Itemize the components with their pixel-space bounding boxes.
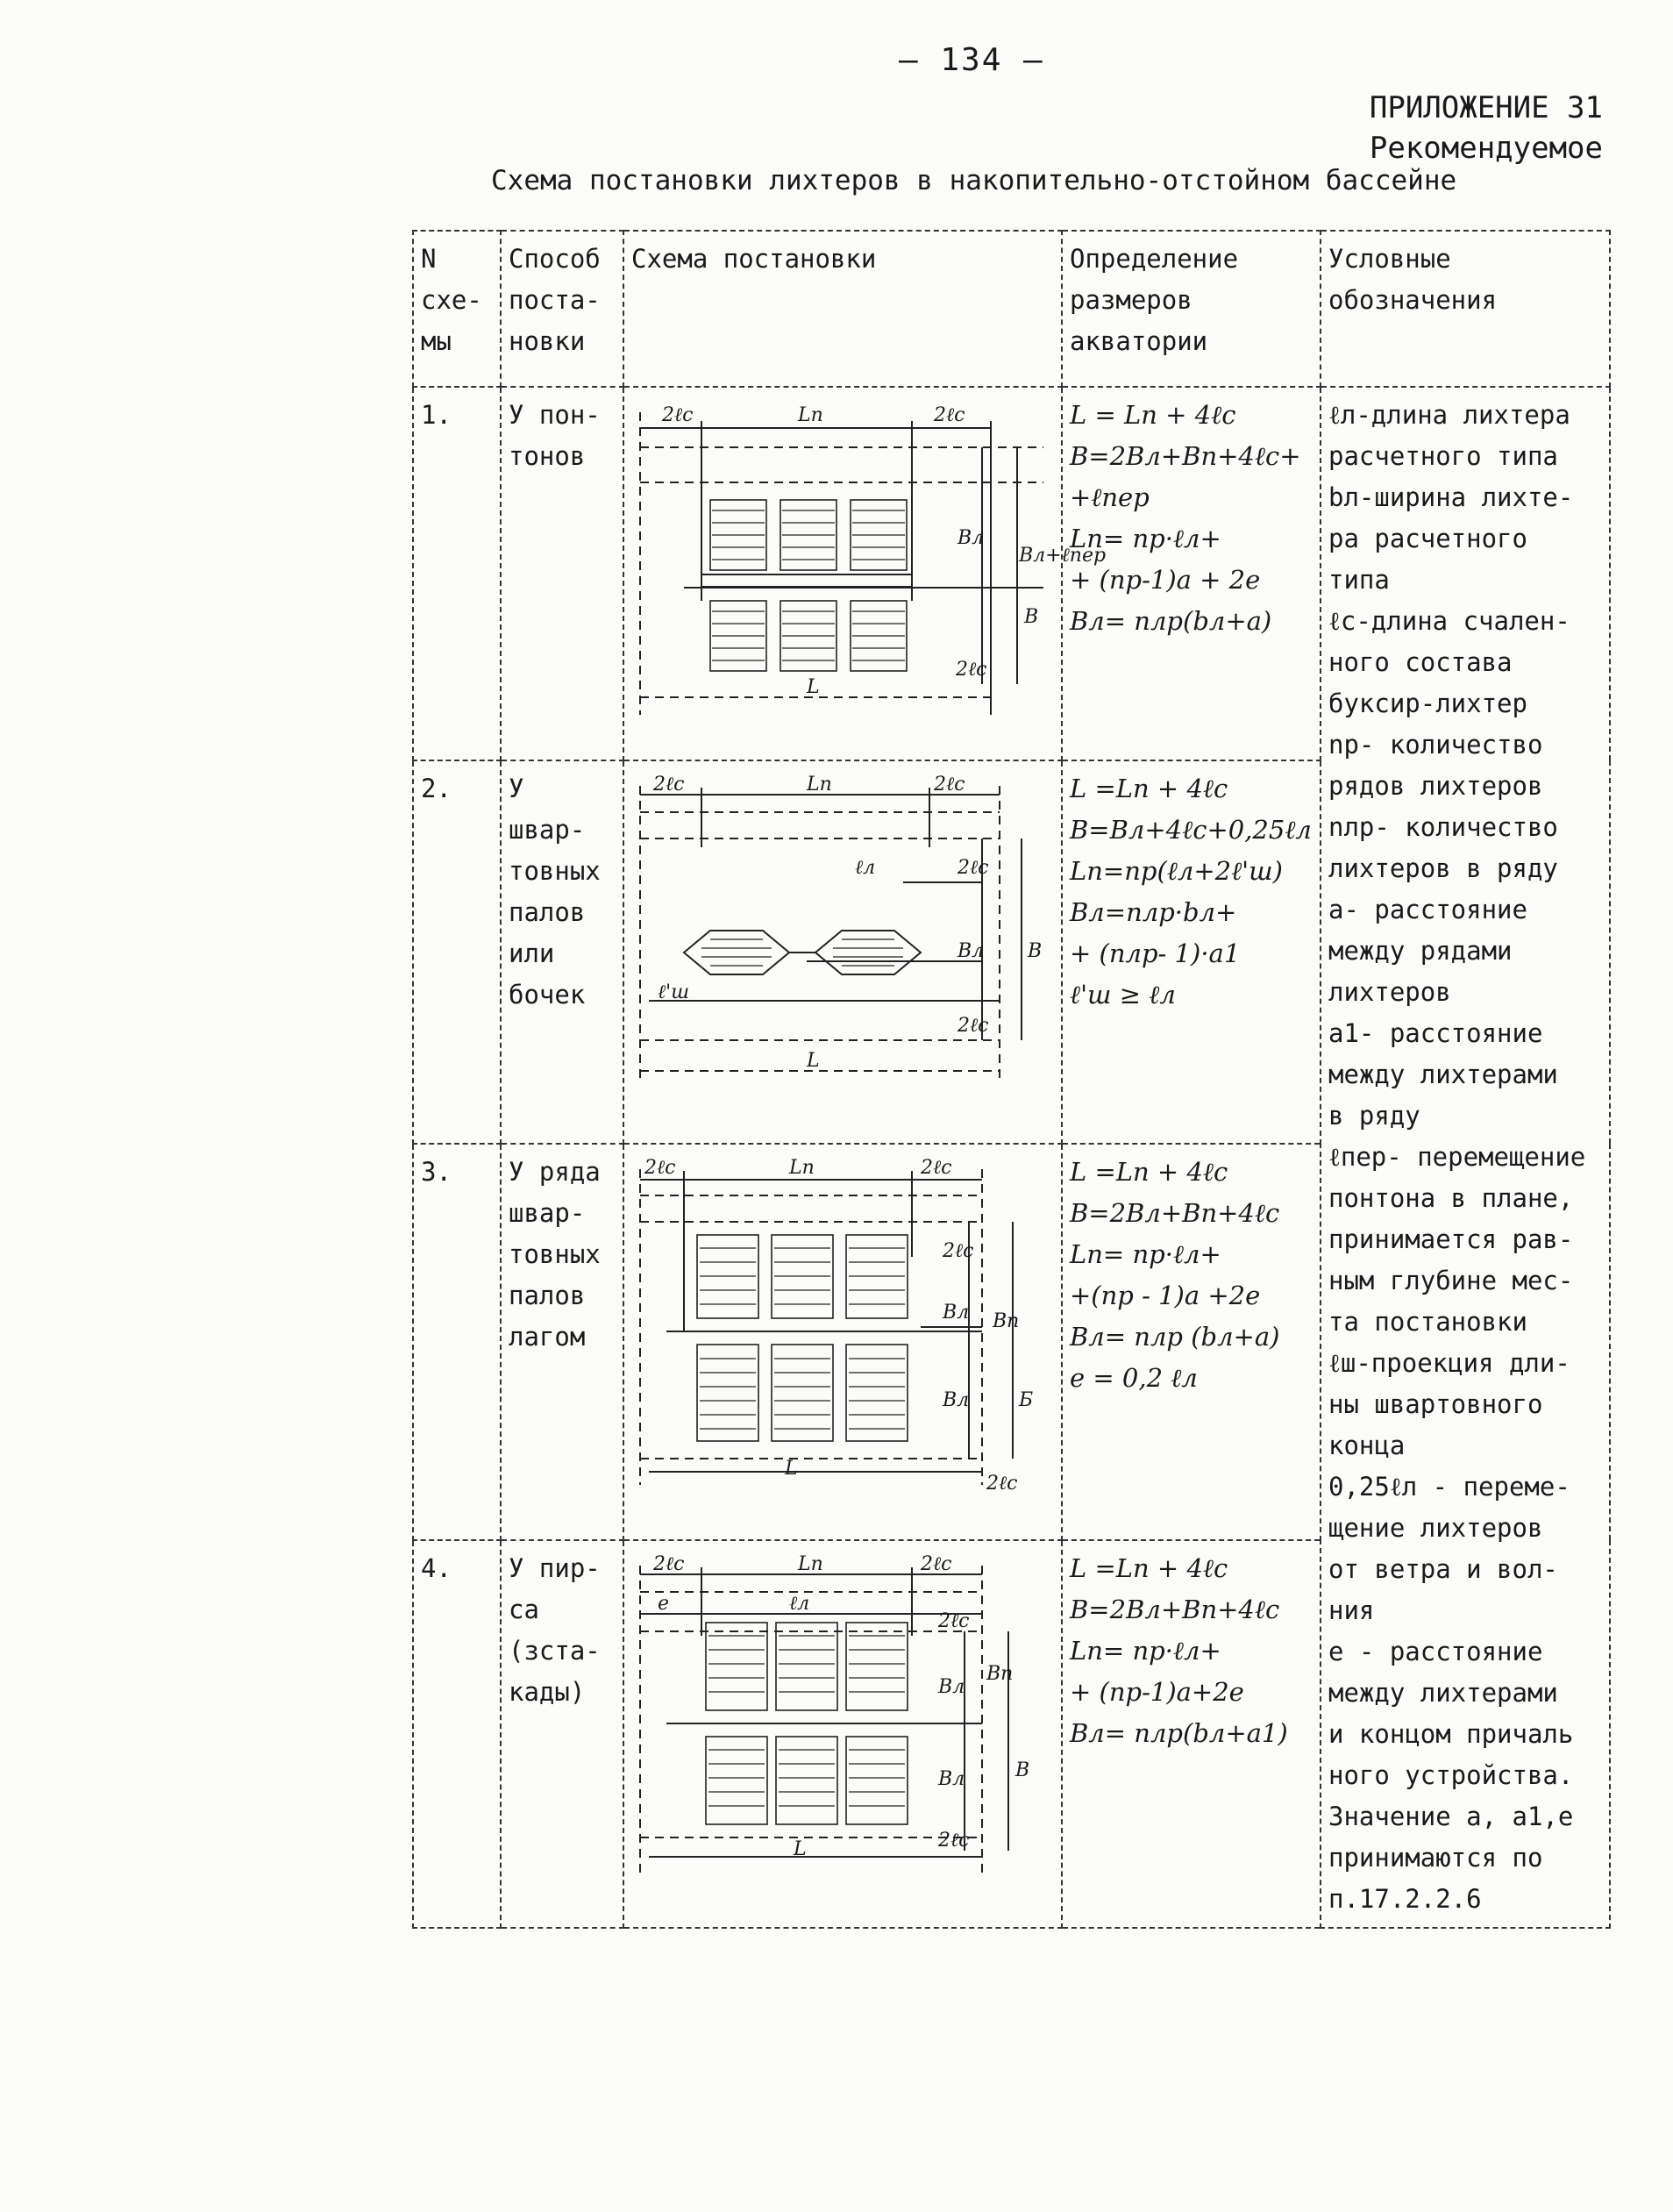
method-text: кады) (509, 1677, 586, 1708)
formula-line: Lп=nр(ℓл+2ℓ'ш) (1070, 856, 1283, 887)
formula-line: L =Lп + 4ℓc (1070, 774, 1228, 804)
scheme-label: Bп (993, 1309, 1020, 1332)
method-text: палов (509, 1280, 586, 1310)
method-text: или (509, 938, 555, 969)
scheme-label: Bл (938, 1676, 965, 1699)
row-method (501, 760, 623, 1144)
formula-line: Lп= nр·ℓл+ (1070, 1636, 1221, 1666)
row-number: 4. (413, 1540, 501, 1928)
legend-line: принимаются по (1328, 1843, 1543, 1873)
formula-line: L =Lп + 4ℓc (1070, 1156, 1228, 1187)
legend-line: п.17.2.2.6 (1328, 1884, 1482, 1914)
legend-line: nр- количество (1328, 730, 1543, 760)
formula-line: + (nр-1)a + 2e (1070, 565, 1261, 595)
legend-line: между рядами (1328, 936, 1513, 966)
legend-line: и концом причаль (1328, 1719, 1574, 1749)
legend-line: между лихтерами (1328, 1678, 1558, 1708)
header-text: Схема постановки (631, 244, 877, 274)
legend-line: ным глубине мес- (1328, 1266, 1574, 1295)
mooring-scheme-diagram (631, 1548, 1056, 1881)
appendix-block (1370, 88, 1603, 168)
formula-line: e = 0,2 ℓл (1070, 1362, 1198, 1393)
scheme-label: Lп (798, 1553, 823, 1576)
method-text: палов (509, 897, 586, 928)
appendix-label: ПРИЛОЖЕНИЕ 31 (1369, 90, 1603, 125)
scheme-label: Б (1019, 1388, 1034, 1411)
mooring-scheme-diagram (631, 395, 1107, 719)
scheme-label: 2ℓc (986, 1472, 1018, 1495)
header-text: мы (421, 326, 452, 356)
legend-line: та постановки (1328, 1307, 1527, 1337)
legend-line: ра расчетного (1328, 524, 1527, 553)
legend-line: понтона в плане, (1328, 1183, 1574, 1213)
row-number: 1. (413, 387, 501, 760)
header-text: поста- (509, 285, 601, 315)
legend-cell (1321, 387, 1610, 1928)
header-text: акватории (1070, 326, 1208, 356)
method-text: лагом (509, 1321, 586, 1352)
formula-line: +(nр - 1)a +2e (1070, 1280, 1261, 1310)
formula-line: Bл= nлр (bл+a) (1070, 1321, 1280, 1352)
header-method (501, 231, 623, 387)
method-text: са (509, 1595, 539, 1625)
formula-line: Bл= nлр(bл+a1) (1070, 1718, 1288, 1749)
row-formulas (1062, 1144, 1321, 1540)
scheme-label: 2ℓc (938, 1610, 970, 1633)
scheme-label: e (658, 1593, 670, 1616)
formula-line: ℓ'ш ≥ ℓл (1070, 980, 1176, 1010)
legend-line: e - расстояние (1328, 1637, 1543, 1666)
appendix-status: Рекомендуемое (1369, 131, 1603, 166)
header-dimensions (1062, 231, 1321, 387)
formula-line: B=2Bл+Bп+4ℓc (1070, 1197, 1280, 1228)
scheme-label: B (1024, 606, 1039, 628)
method-text: швар- (509, 1197, 586, 1228)
scheme-label: 2ℓc (921, 1156, 952, 1179)
header-legend (1321, 231, 1610, 387)
scheme-label: 2ℓc (653, 774, 685, 796)
row-method (501, 1540, 623, 1928)
scheme-label: Bп (986, 1663, 1014, 1686)
row-number: 2. (413, 760, 501, 1144)
legend-line: буксир-лихтер (1328, 689, 1527, 718)
scheme-label: ℓ'ш (658, 981, 690, 1004)
row-number: 3. (413, 1144, 501, 1540)
table-header-row (413, 231, 1610, 387)
legend-line: bл-ширина лихте- (1328, 482, 1574, 512)
formula-line: B=Bл+4ℓc+0,25ℓл (1070, 815, 1312, 846)
method-text: тонов (509, 441, 586, 471)
legend-line: ного состава (1328, 647, 1513, 677)
scheme-label: 2ℓc (958, 1015, 989, 1038)
formula-line: L =Lп + 4ℓc (1070, 1553, 1228, 1584)
scheme-label: 2ℓc (943, 1239, 974, 1262)
legend-line: ℓш-проекция дли- (1328, 1348, 1570, 1378)
legend-line: лихтеров (1328, 977, 1451, 1007)
formula-line: +ℓпер (1070, 482, 1150, 512)
method-text: У пир- (509, 1553, 601, 1584)
row-formulas (1062, 1540, 1321, 1928)
scheme-label: 2ℓc (956, 659, 987, 681)
legend-line: расчетного типа (1328, 441, 1558, 471)
mooring-scheme-diagram (631, 1152, 1056, 1494)
legend-line: лихтеров в ряду (1328, 853, 1558, 883)
legend-line: a1- расстояние (1328, 1018, 1543, 1048)
document-title: Схема постановки лихтеров в накопительно-отстойном бассейне (491, 165, 1457, 196)
scheme-label: 2ℓc (934, 774, 965, 796)
legend-line: nлр- количество (1328, 812, 1558, 842)
scheme-label: Bл (938, 1768, 965, 1791)
row-scheme (623, 1144, 1062, 1540)
method-text: У (509, 774, 524, 804)
legend-line: ℓл-длина лихтера (1328, 400, 1570, 430)
legend-line: a- расстояние (1328, 895, 1527, 924)
scheme-label: Bл (958, 527, 985, 549)
scheme-label: Bл (958, 940, 985, 963)
row-scheme (623, 760, 1062, 1144)
scheme-label: 2ℓc (653, 1553, 685, 1576)
scheme-label: L (794, 1838, 807, 1861)
header-number (413, 231, 501, 387)
legend-line: ℓпер- перемещение (1328, 1142, 1586, 1172)
header-text: Определение (1070, 244, 1239, 274)
method-text: товных (509, 1238, 601, 1269)
header-text: обозначения (1328, 285, 1498, 315)
legend-line: ния (1328, 1595, 1375, 1625)
row-method (501, 1144, 623, 1540)
legend-line: щение лихтеров (1328, 1513, 1543, 1543)
legend-line: от ветра и вол- (1328, 1554, 1558, 1584)
formula-line: + (nлр- 1)·a1 (1070, 938, 1241, 969)
legend-line: между лихтерами (1328, 1060, 1558, 1089)
row-scheme (623, 1540, 1062, 1928)
scheme-label: Bл (943, 1388, 970, 1411)
method-text: (зста- (509, 1636, 601, 1666)
method-text: У пон- (509, 400, 601, 430)
method-text: У ряда (509, 1156, 601, 1187)
table-row (413, 387, 1610, 760)
scheme-label: 2ℓc (644, 1156, 676, 1179)
method-text: товных (509, 856, 601, 887)
method-text: бочек (509, 980, 586, 1010)
scheme-label: 2ℓc (662, 404, 694, 426)
scheme-label: 2ℓc (938, 1830, 970, 1852)
scheme-label: L (807, 1050, 820, 1073)
page-number: – 134 – (899, 42, 1044, 78)
scheme-label: Bл (943, 1301, 970, 1324)
scheme-label: Lп (807, 774, 832, 796)
formula-line: B=2Bл+Bп+4ℓc+ (1070, 441, 1301, 471)
row-formulas (1062, 387, 1321, 760)
mooring-scheme-diagram (631, 768, 1056, 1093)
row-formulas (1062, 760, 1321, 1144)
scheme-label: L (807, 676, 820, 698)
scheme-label: ℓл (855, 857, 876, 880)
row-method (501, 387, 623, 760)
legend-line: Значение a, a1,e (1328, 1802, 1574, 1831)
legend-line: ны швартовного (1328, 1389, 1543, 1419)
header-scheme (623, 231, 1062, 387)
scheme-label: Bл+ℓпер (1019, 545, 1107, 567)
formula-line: L = Lп + 4ℓc (1070, 400, 1236, 430)
legend-line: принимается рав- (1328, 1224, 1574, 1254)
scheme-label: B (1015, 1759, 1030, 1782)
formula-line: + (nр-1)a+2e (1070, 1677, 1244, 1708)
header-text: N (421, 244, 437, 274)
legend-line: типа (1328, 565, 1390, 595)
scheme-label: B (1028, 940, 1043, 963)
scheme-table (412, 230, 1611, 1929)
legend-line: ного устройства. (1328, 1760, 1574, 1790)
header-text: Способ (509, 244, 601, 274)
header-text: Условные (1328, 244, 1451, 274)
header-text: новки (509, 326, 586, 356)
scheme-label: 2ℓc (934, 404, 965, 426)
header-text: размеров (1070, 285, 1192, 315)
formula-line: Bл=nлр·bл+ (1070, 897, 1237, 928)
formula-line: Lп= nр·ℓл+ (1070, 1238, 1221, 1269)
formula-line: Bл= nлр(bл+a) (1070, 606, 1272, 636)
scheme-label: Lп (789, 1156, 815, 1179)
legend-line: ℓc-длина счален- (1328, 606, 1570, 636)
scheme-label: Lп (798, 404, 823, 426)
method-text: швар- (509, 815, 586, 846)
legend-line: в ряду (1328, 1101, 1420, 1131)
legend-line: 0,25ℓл - переме- (1328, 1472, 1570, 1502)
legend-line: рядов лихтеров (1328, 771, 1543, 801)
scheme-label: ℓл (789, 1593, 810, 1616)
formula-line: B=2Bл+Bп+4ℓc (1070, 1595, 1280, 1625)
row-scheme (623, 387, 1107, 760)
legend-line: конца (1328, 1431, 1406, 1460)
scheme-label: 2ℓc (921, 1553, 952, 1576)
scheme-label: L (785, 1457, 798, 1480)
formula-line: Lп= nр·ℓл+ (1070, 524, 1221, 553)
scheme-label: 2ℓc (958, 857, 989, 880)
header-text: схе- (421, 285, 482, 315)
